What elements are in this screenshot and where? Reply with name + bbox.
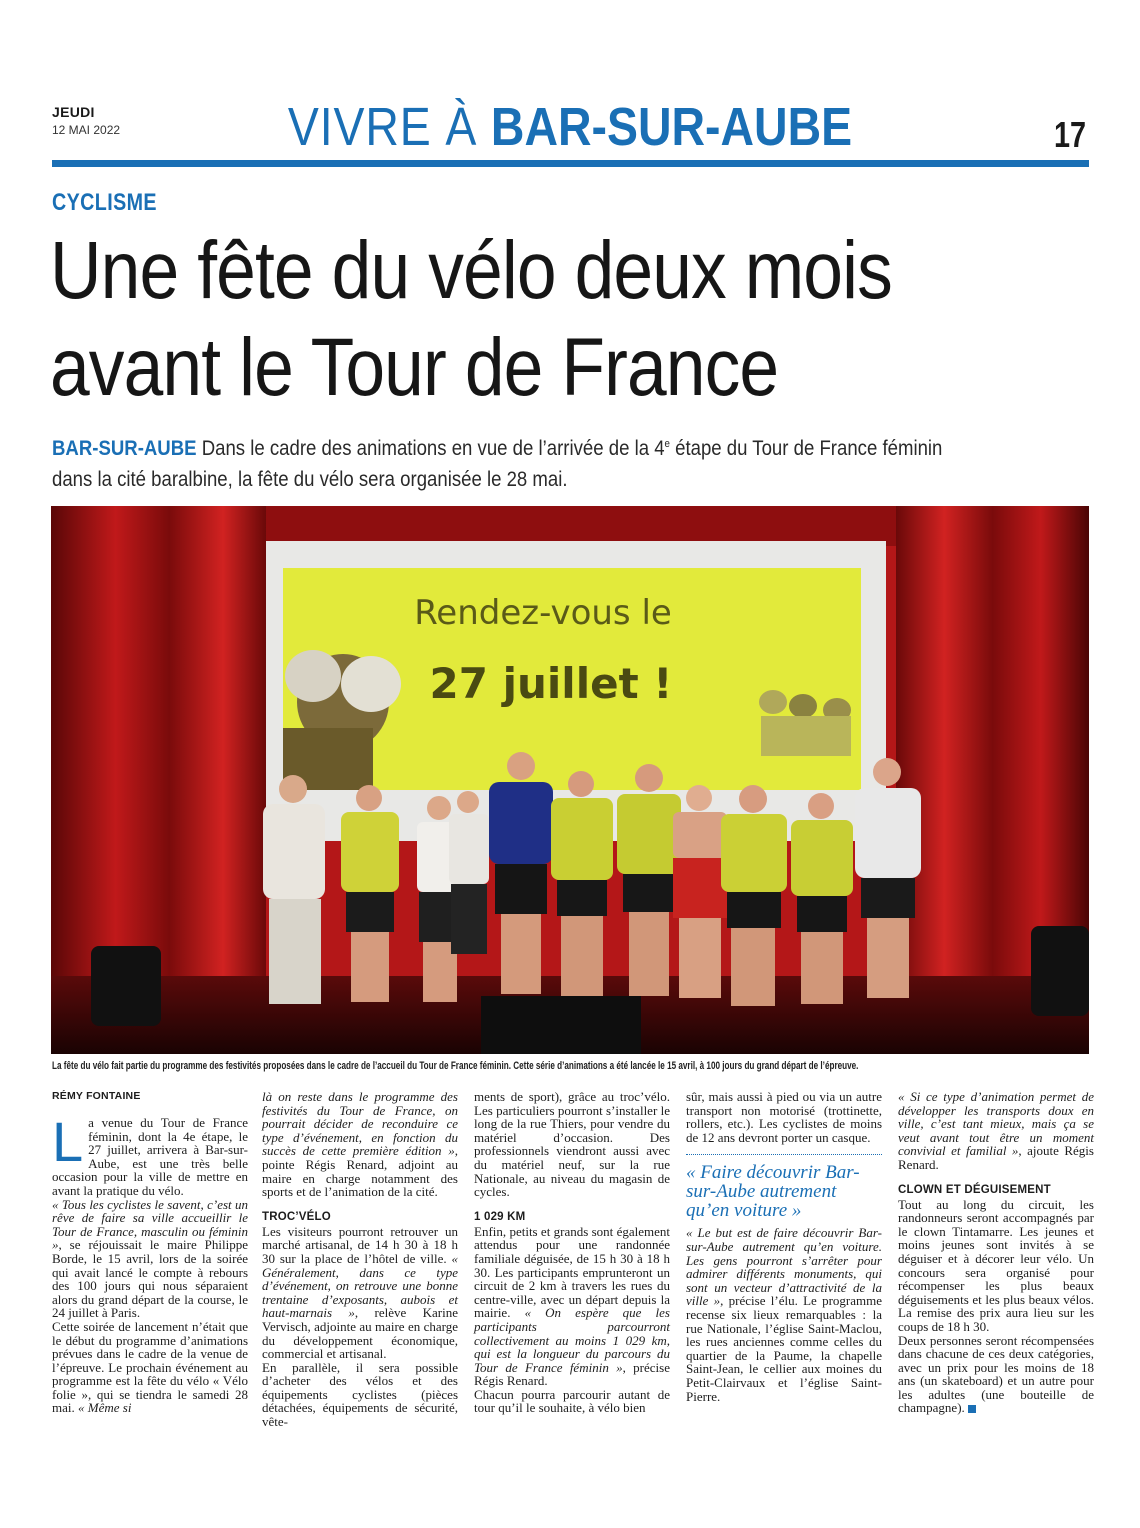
section-title-city: BAR-SUR-AUBE	[490, 97, 853, 157]
standfirst-text-b: étape du Tour de France féminin dans la cité baralbine, la fête du vélo sera organisée le 28 mai.	[52, 437, 943, 491]
paragraph-quote-mayor-text: , se réjouissait le maire Philippe Borde, le 15 avril, lors de la soirée qui avait lancé le compte à rebours des 100 jours qui nous séparaient alors du grand départ de la course, le 24 juillet à Paris.	[52, 1237, 248, 1321]
screen-line-2: 27 juillet !	[429, 659, 673, 708]
pullquote: « Faire découvrir Bar-sur-Aube autrement qu’en voiture »	[686, 1162, 860, 1222]
quote-soft-transport: « Si ce type d’animation permet de développer les transports doux en ville, c’est tant mieux, mais ça se veut avant tout être un moment convivial et familial »	[898, 1089, 1094, 1159]
photo-caption: La fête du vélo fait partie du programme des festivités proposées dans le cadre de l’accueil du Tour de France féminin. Cette série d’animations a été lancée le 15 avril, à 100 jours du grand départ de l’épreuve.	[52, 1060, 859, 1072]
paragraph-soft-transport-text: , ajoute Régis Renard.	[898, 1143, 1094, 1172]
pullquote-box	[686, 1154, 882, 1220]
paragraph-randonnee-b: , précise Régis Renard.	[474, 1359, 670, 1389]
paragraph-prizes-text: Deux personnes seront récompensées dans chacune de ces deux catégories, avec un prix pour les moins de 18 ans (un skateboard) et un autre pour les adultes (une bouteille de champagne).	[898, 1332, 1094, 1416]
kicker: CYCLISME	[52, 189, 157, 216]
paragraph-market-a: Les visiteurs pourront retrouver un marché artisanal, de 14 h 30 à 18 h 30 sur la place de l’hôtel de ville.	[262, 1223, 458, 1266]
column-4	[686, 1090, 882, 1403]
headline-line-1: Une fête du vélo deux mois	[50, 225, 892, 316]
paragraph-launch	[52, 1320, 248, 1415]
dropcap: L	[52, 1110, 84, 1173]
paragraph-equipment: En parallèle, il sera possible d’acheter des vélos et des équipements cyclistes (pièces détachées, équipements de sécurité, vête-	[262, 1359, 458, 1430]
column-1	[52, 1090, 248, 1415]
column-3	[474, 1090, 670, 1415]
paragraph-randonnee-a: Enfin, petits et grands sont également attendus pour une randonnée familiale déguisée, de 15 h 30 à 18 h 30. Les participants emprunteront un circuit de 2 km à travers les rues du centre-ville, avec un départ depuis la mairie.	[474, 1223, 670, 1321]
screen-line-1: Rendez-vous le	[414, 593, 672, 633]
column-5	[898, 1090, 1094, 1415]
paragraph-lead	[52, 1110, 248, 1198]
quote-market: « Généralement, dans ce type d’événement, on retrouve une bonne trentaine d’exposants, aubois et haut-marnais »	[262, 1250, 458, 1321]
paragraph-randonnee	[474, 1225, 670, 1388]
byline: RÉMY FONTAINE	[52, 1090, 141, 1102]
quote-continuation: là on reste dans le programme des festivités du Tour de France, on pourrait décider de reconduire ce type d’événement, en fonction du succès de cette première édition »	[262, 1089, 458, 1159]
standfirst	[52, 429, 981, 495]
quote-mayor: « Tous les cyclistes le savent, c’est un rêve de faire sa ville accueillir le Tour de France, masculin ou féminin »	[52, 1196, 248, 1253]
headline-line-2: avant le Tour de France	[50, 322, 779, 413]
standfirst-text-a: Dans le cadre des animations en vue de l’arrivée de la 4	[196, 437, 665, 460]
slide-cyclist-art-right	[759, 690, 851, 756]
paragraph-lead-text: a venue du Tour de France féminin, dont la 4e étape, le 27 juillet, arrivera à Bar-sur-Aube, est une très belle occasion pour la ville de mettre en avant la pratique du vélo.	[52, 1115, 248, 1198]
weekday: JEUDI	[52, 104, 95, 120]
quote-randonnee: « On espère que les participants parcourront collectivement au moins 1 029 km, qui est la longueur du parcours du Tour de France féminin »	[474, 1305, 670, 1375]
standfirst-place: BAR-SUR-AUBE	[52, 437, 197, 460]
page-number: 17	[1053, 114, 1086, 155]
paragraph-launch-text: Cette soirée de lancement n’était que le début du programme d’animations prévues dans le cadre de la venue de l’épreuve. Le prochain événement au programme est la fête du vélo « Vélo folie », qui se tiendra le samedi 28 mai.	[52, 1318, 248, 1416]
section-title-light: VIVRE À	[287, 97, 491, 157]
quote-start: « Même si	[78, 1400, 132, 1416]
paragraph-transport: sûr, mais aussi à pied ou via un autre transport non motorisé (trottinette, rollers, etc.). Les cyclistes de moins de 12 ans devront porter un casque.	[686, 1089, 882, 1145]
paragraph-clown: Tout au long du circuit, les randonneurs seront accompagnés par le clown Tintamarre. Les jeunes et moins jeunes sont invités à se déguiser et à décorer leur vélo. Un concours sera organisé pour récompenser les plus beaux déguisements et les plus beaux vélos. La remise des prix aura lieu sur les coups de 18 h 30.	[898, 1196, 1094, 1334]
paragraph-prizes	[898, 1334, 1094, 1416]
paragraph-monuments	[686, 1226, 882, 1403]
article-photo	[51, 506, 1089, 1054]
paragraph-laps: Chacun pourra parcourir autant de tour qu’il le souhaite, à vélo bien	[474, 1386, 670, 1416]
paragraph-troc: ments de sport), grâce au troc’vélo. Les particuliers pourront s’installer le long de la rue Thiers, pour vendre du matériel d’occasion. Des professionnels viendront aussi avec du matériel neuf, sur la rue Nationale, au niveau du magasin de cycles.	[474, 1089, 670, 1200]
header-rule	[52, 160, 1089, 167]
paragraph-continuation-text: , pointe Régis Renard, adjoint au maire en charge notamment des sports et de l’animation de la cité.	[262, 1143, 458, 1200]
paragraph-quote-mayor	[52, 1198, 248, 1320]
subheading-1029-km: 1 029 KM	[474, 1210, 526, 1223]
paragraph-monuments-text: , précise l’élu. Le programme recense six lieux remarquables : la rue Nationale, l’église Saint-Maclou, les rues anciennes comme celles du quartier de la Paume, la chapelle Saint-Jean, le cellier aux moines du Petit-Clairvaux et l’église Saint-Pierre.	[686, 1293, 882, 1404]
standfirst-sup: e	[664, 438, 670, 450]
paragraph-market	[262, 1225, 458, 1361]
issue-date: 12 MAI 2022	[52, 123, 121, 137]
subheading-clown: CLOWN ET DÉGUISEMENT	[898, 1183, 1051, 1196]
paragraph-soft-transport	[898, 1090, 1094, 1172]
column-2	[262, 1090, 458, 1429]
paragraph-market-b: , relève Karine Vervisch, adjointe au maire en charge du développement économique, commercial et artisanal.	[262, 1305, 459, 1362]
headline	[50, 222, 972, 416]
section-title	[80, 92, 1060, 162]
end-mark-icon	[968, 1405, 976, 1413]
paragraph-continuation	[262, 1090, 458, 1199]
quote-monuments: « Le but est de faire découvrir Bar-sur-Aube autrement qu’en voiture. Les gens pourront s’arrêter pour admirer différents monuments, qui sont un vecteur d’attractivité de la ville »	[686, 1225, 882, 1309]
subheading-troc-velo: TROC’VÉLO	[262, 1210, 331, 1223]
photo-illustration	[51, 506, 1089, 1054]
